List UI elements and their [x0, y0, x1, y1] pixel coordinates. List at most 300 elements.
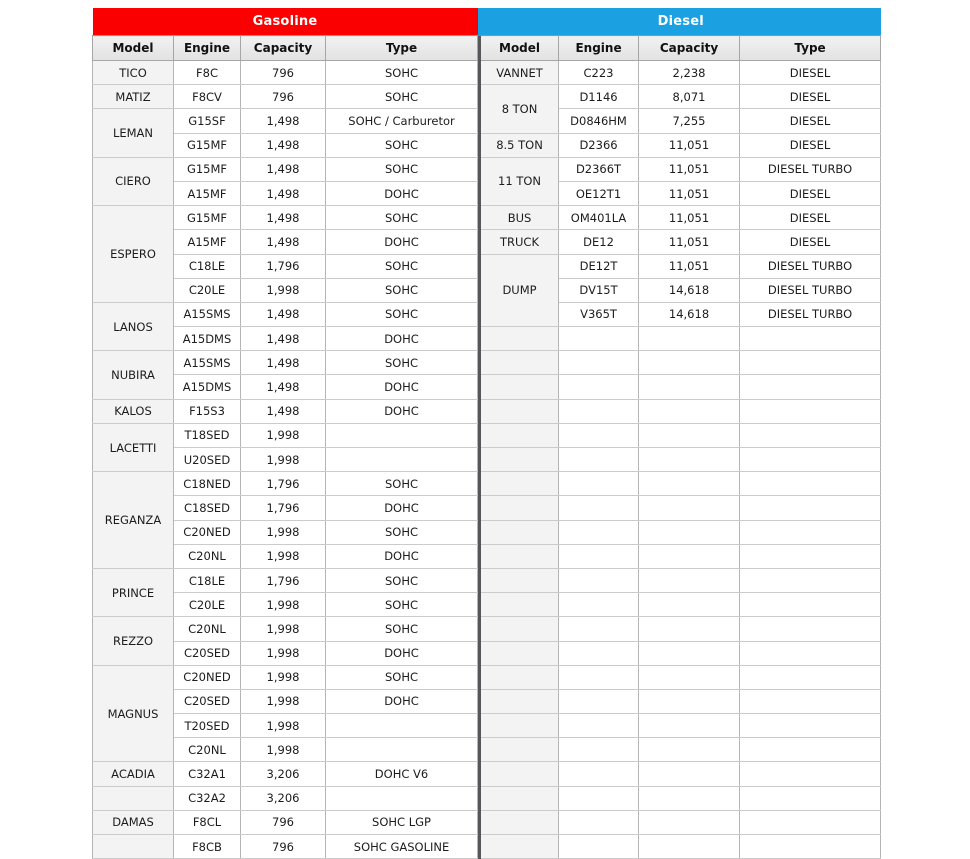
- engine-cell: C18LE: [174, 254, 241, 278]
- type-cell: SOHC: [326, 254, 478, 278]
- type-cell: SOHC: [326, 157, 478, 181]
- type-cell: [740, 520, 881, 544]
- type-cell: [740, 641, 881, 665]
- engine-cell: F8C: [174, 61, 241, 85]
- table-row: [480, 133, 881, 157]
- type-cell: [326, 423, 478, 447]
- engine-cell: [559, 544, 639, 568]
- type-cell: [740, 423, 881, 447]
- type-cell: DIESEL: [740, 206, 881, 230]
- type-cell: SOHC: [326, 302, 478, 326]
- capacity-cell: [639, 810, 740, 834]
- diesel-column-header-engine: Engine: [559, 36, 639, 61]
- model-cell: [480, 665, 559, 689]
- model-cell: [93, 835, 174, 859]
- gasoline-column-header-engine: Engine: [174, 36, 241, 61]
- model-cell: [480, 399, 559, 423]
- engine-cell: V365T: [559, 302, 639, 326]
- engine-cell: G15MF: [174, 157, 241, 181]
- gasoline-column-header-type: Type: [326, 36, 478, 61]
- engine-cell: [559, 835, 639, 859]
- engine-cell: C20NL: [174, 738, 241, 762]
- type-cell: DIESEL: [740, 109, 881, 133]
- capacity-cell: 1,998: [241, 593, 326, 617]
- model-cell: [480, 835, 559, 859]
- table-row: [93, 423, 478, 447]
- capacity-cell: 11,051: [639, 254, 740, 278]
- capacity-cell: 1,998: [241, 448, 326, 472]
- type-cell: SOHC: [326, 85, 478, 109]
- engine-cell: [559, 786, 639, 810]
- engine-cell: [559, 423, 639, 447]
- model-cell: BUS: [480, 206, 559, 230]
- engine-cell: T18SED: [174, 423, 241, 447]
- engine-cell: C20NL: [174, 617, 241, 641]
- capacity-cell: 1,498: [241, 109, 326, 133]
- type-cell: SOHC: [326, 61, 478, 85]
- type-cell: DOHC: [326, 544, 478, 568]
- engine-cell: D1146: [559, 85, 639, 109]
- type-cell: DOHC: [326, 181, 478, 205]
- engine-cell: [559, 689, 639, 713]
- capacity-cell: 1,498: [241, 133, 326, 157]
- table-row: [93, 85, 478, 109]
- capacity-cell: [639, 762, 740, 786]
- type-cell: [740, 714, 881, 738]
- type-cell: DOHC: [326, 230, 478, 254]
- engine-cell: [559, 399, 639, 423]
- empty-row: [480, 738, 881, 762]
- engine-cell: C20SED: [174, 689, 241, 713]
- type-cell: DOHC: [326, 399, 478, 423]
- type-cell: [740, 351, 881, 375]
- engine-cell: A15DMS: [174, 375, 241, 399]
- model-cell: TICO: [93, 61, 174, 85]
- capacity-cell: 1,498: [241, 302, 326, 326]
- engine-cell: [559, 520, 639, 544]
- engine-cell: A15DMS: [174, 327, 241, 351]
- capacity-cell: [639, 568, 740, 592]
- model-cell: [480, 617, 559, 641]
- model-cell: 8 TON: [480, 85, 559, 133]
- capacity-cell: 1,796: [241, 254, 326, 278]
- type-cell: [740, 544, 881, 568]
- model-cell: DAMAS: [93, 810, 174, 834]
- engine-cell: [559, 617, 639, 641]
- model-cell: [480, 714, 559, 738]
- engine-cell: [559, 375, 639, 399]
- empty-row: [480, 544, 881, 568]
- model-cell: [480, 544, 559, 568]
- diesel-header-row: [480, 36, 881, 61]
- type-cell: DOHC V6: [326, 762, 478, 786]
- capacity-cell: 1,998: [241, 423, 326, 447]
- engine-cell: [559, 810, 639, 834]
- capacity-cell: [639, 738, 740, 762]
- model-cell: [480, 762, 559, 786]
- model-cell: [480, 375, 559, 399]
- capacity-cell: 1,498: [241, 327, 326, 351]
- engine-cell: C20NL: [174, 544, 241, 568]
- capacity-cell: 1,796: [241, 472, 326, 496]
- engine-cell: DE12T: [559, 254, 639, 278]
- engine-cell: [559, 327, 639, 351]
- engine-cell: [559, 762, 639, 786]
- diesel-table-body: [480, 61, 881, 859]
- empty-row: [480, 448, 881, 472]
- type-cell: DOHC: [326, 375, 478, 399]
- model-cell: VANNET: [480, 61, 559, 85]
- capacity-cell: 1,498: [241, 157, 326, 181]
- capacity-cell: [639, 641, 740, 665]
- gasoline-table-title: Gasoline: [93, 8, 478, 36]
- table-row: [93, 206, 478, 230]
- diesel-column-header-type: Type: [740, 36, 881, 61]
- capacity-cell: [639, 520, 740, 544]
- type-cell: [740, 738, 881, 762]
- capacity-cell: 1,498: [241, 206, 326, 230]
- model-cell: LEMAN: [93, 109, 174, 157]
- capacity-cell: [639, 593, 740, 617]
- type-cell: DOHC: [326, 689, 478, 713]
- model-cell: [480, 810, 559, 834]
- diesel-table-title: Diesel: [480, 8, 881, 36]
- type-cell: [326, 786, 478, 810]
- engine-cell: D2366: [559, 133, 639, 157]
- capacity-cell: [639, 835, 740, 859]
- type-cell: DIESEL TURBO: [740, 302, 881, 326]
- engine-cell: OE12T1: [559, 181, 639, 205]
- empty-row: [480, 399, 881, 423]
- capacity-cell: 1,998: [241, 641, 326, 665]
- gasoline-table: [92, 8, 478, 859]
- model-cell: TRUCK: [480, 230, 559, 254]
- engine-cell: U20SED: [174, 448, 241, 472]
- engine-cell: F15S3: [174, 399, 241, 423]
- capacity-cell: 11,051: [639, 206, 740, 230]
- capacity-cell: 796: [241, 810, 326, 834]
- capacity-cell: 8,071: [639, 85, 740, 109]
- capacity-cell: 1,998: [241, 544, 326, 568]
- model-cell: 11 TON: [480, 157, 559, 205]
- model-cell: [480, 327, 559, 351]
- capacity-cell: 11,051: [639, 157, 740, 181]
- engine-cell: [559, 593, 639, 617]
- table-row: [93, 157, 478, 181]
- engine-cell: [559, 641, 639, 665]
- model-cell: LACETTI: [93, 423, 174, 471]
- empty-row: [480, 786, 881, 810]
- table-row: [93, 472, 478, 496]
- capacity-cell: [639, 375, 740, 399]
- engine-cell: C223: [559, 61, 639, 85]
- type-cell: [326, 714, 478, 738]
- engine-cell: C18NED: [174, 472, 241, 496]
- capacity-cell: 11,051: [639, 133, 740, 157]
- table-row: [93, 810, 478, 834]
- engine-cell: C20SED: [174, 641, 241, 665]
- engine-cell: [559, 448, 639, 472]
- type-cell: DIESEL: [740, 85, 881, 109]
- engine-cell: G15SF: [174, 109, 241, 133]
- capacity-cell: 1,498: [241, 375, 326, 399]
- empty-row: [480, 472, 881, 496]
- table-row: [93, 617, 478, 641]
- empty-row: [480, 496, 881, 520]
- capacity-cell: 2,238: [639, 61, 740, 85]
- model-cell: CIERO: [93, 157, 174, 205]
- type-cell: DOHC: [326, 327, 478, 351]
- table-row: [93, 399, 478, 423]
- type-cell: SOHC: [326, 351, 478, 375]
- type-cell: [740, 496, 881, 520]
- type-cell: SOHC: [326, 206, 478, 230]
- table-row: [480, 61, 881, 85]
- model-cell: [480, 520, 559, 544]
- type-cell: SOHC: [326, 617, 478, 641]
- model-cell: [480, 689, 559, 713]
- engine-cell: C20LE: [174, 278, 241, 302]
- engine-cell: G15MF: [174, 206, 241, 230]
- gasoline-table-body: [93, 61, 478, 859]
- capacity-cell: 3,206: [241, 762, 326, 786]
- table-row: [93, 61, 478, 85]
- capacity-cell: 11,051: [639, 230, 740, 254]
- engine-cell: C20NED: [174, 665, 241, 689]
- type-cell: DOHC: [326, 496, 478, 520]
- type-cell: [740, 810, 881, 834]
- model-cell: KALOS: [93, 399, 174, 423]
- table-row: [93, 568, 478, 592]
- engine-cell: [559, 496, 639, 520]
- model-cell: [480, 496, 559, 520]
- type-cell: DOHC: [326, 641, 478, 665]
- engine-cell: DE12: [559, 230, 639, 254]
- type-cell: SOHC LGP: [326, 810, 478, 834]
- gasoline-header-row: [93, 36, 478, 61]
- type-cell: [740, 665, 881, 689]
- type-cell: [740, 568, 881, 592]
- model-cell: REZZO: [93, 617, 174, 665]
- model-cell: LANOS: [93, 302, 174, 350]
- model-cell: REGANZA: [93, 472, 174, 569]
- model-cell: [480, 423, 559, 447]
- gasoline-column-header-capacity: Capacity: [241, 36, 326, 61]
- capacity-cell: [639, 472, 740, 496]
- engine-cell: [559, 665, 639, 689]
- type-cell: [326, 448, 478, 472]
- capacity-cell: 14,618: [639, 302, 740, 326]
- model-cell: [480, 472, 559, 496]
- engine-cell: [559, 351, 639, 375]
- model-cell: ACADIA: [93, 762, 174, 786]
- model-cell: [480, 738, 559, 762]
- model-cell: [480, 351, 559, 375]
- model-cell: 8.5 TON: [480, 133, 559, 157]
- table-row: [480, 230, 881, 254]
- table-row: [480, 254, 881, 278]
- engine-spec-tables: [92, 8, 970, 859]
- table-row: [93, 835, 478, 859]
- engine-cell: [559, 738, 639, 762]
- capacity-cell: 1,998: [241, 278, 326, 302]
- type-cell: [740, 835, 881, 859]
- engine-cell: F8CV: [174, 85, 241, 109]
- capacity-cell: [639, 544, 740, 568]
- capacity-cell: 1,998: [241, 738, 326, 762]
- empty-row: [480, 762, 881, 786]
- capacity-cell: 1,498: [241, 351, 326, 375]
- engine-cell: OM401LA: [559, 206, 639, 230]
- type-cell: SOHC: [326, 665, 478, 689]
- capacity-cell: [639, 714, 740, 738]
- engine-cell: [559, 568, 639, 592]
- type-cell: [740, 617, 881, 641]
- type-cell: DIESEL: [740, 133, 881, 157]
- capacity-cell: [639, 786, 740, 810]
- capacity-cell: [639, 665, 740, 689]
- capacity-cell: 14,618: [639, 278, 740, 302]
- engine-cell: [559, 472, 639, 496]
- type-cell: SOHC: [326, 520, 478, 544]
- engine-cell: T20SED: [174, 714, 241, 738]
- table-row: [480, 85, 881, 109]
- model-cell: MAGNUS: [93, 665, 174, 762]
- empty-row: [480, 714, 881, 738]
- model-cell: PRINCE: [93, 568, 174, 616]
- type-cell: [740, 399, 881, 423]
- capacity-cell: 796: [241, 835, 326, 859]
- engine-cell: DV15T: [559, 278, 639, 302]
- model-cell: MATIZ: [93, 85, 174, 109]
- engine-cell: C32A2: [174, 786, 241, 810]
- type-cell: DIESEL: [740, 181, 881, 205]
- model-cell: [480, 641, 559, 665]
- table-row: [93, 302, 478, 326]
- engine-cell: C18LE: [174, 568, 241, 592]
- capacity-cell: [639, 423, 740, 447]
- capacity-cell: 1,498: [241, 230, 326, 254]
- type-cell: SOHC: [326, 472, 478, 496]
- capacity-cell: 7,255: [639, 109, 740, 133]
- engine-cell: G15MF: [174, 133, 241, 157]
- type-cell: [326, 738, 478, 762]
- type-cell: DIESEL: [740, 61, 881, 85]
- table-row: [93, 762, 478, 786]
- engine-cell: D2366T: [559, 157, 639, 181]
- engine-cell: [559, 714, 639, 738]
- type-cell: DIESEL: [740, 230, 881, 254]
- engine-cell: C18SED: [174, 496, 241, 520]
- type-cell: SOHC: [326, 593, 478, 617]
- type-cell: [740, 448, 881, 472]
- empty-row: [480, 665, 881, 689]
- empty-row: [480, 520, 881, 544]
- type-cell: [740, 786, 881, 810]
- table-row: [93, 786, 478, 810]
- type-cell: SOHC: [326, 568, 478, 592]
- table-row: [93, 351, 478, 375]
- capacity-cell: 1,998: [241, 665, 326, 689]
- type-cell: SOHC GASOLINE: [326, 835, 478, 859]
- empty-row: [480, 423, 881, 447]
- diesel-table: [478, 8, 881, 859]
- type-cell: SOHC / Carburetor: [326, 109, 478, 133]
- engine-cell: D0846HM: [559, 109, 639, 133]
- model-cell: [480, 448, 559, 472]
- table-row: [480, 157, 881, 181]
- capacity-cell: 1,998: [241, 520, 326, 544]
- capacity-cell: 1,498: [241, 399, 326, 423]
- model-cell: [480, 568, 559, 592]
- diesel-title-row: [480, 8, 881, 36]
- capacity-cell: 1,998: [241, 689, 326, 713]
- capacity-cell: 796: [241, 61, 326, 85]
- gasoline-title-row: [93, 8, 478, 36]
- empty-row: [480, 568, 881, 592]
- engine-cell: A15MF: [174, 181, 241, 205]
- type-cell: DIESEL TURBO: [740, 157, 881, 181]
- capacity-cell: 1,796: [241, 496, 326, 520]
- capacity-cell: 11,051: [639, 181, 740, 205]
- type-cell: SOHC: [326, 133, 478, 157]
- empty-row: [480, 375, 881, 399]
- capacity-cell: [639, 689, 740, 713]
- type-cell: [740, 593, 881, 617]
- empty-row: [480, 689, 881, 713]
- engine-cell: C32A1: [174, 762, 241, 786]
- diesel-column-header-capacity: Capacity: [639, 36, 740, 61]
- empty-row: [480, 327, 881, 351]
- type-cell: DIESEL TURBO: [740, 278, 881, 302]
- engine-cell: C20NED: [174, 520, 241, 544]
- empty-row: [480, 351, 881, 375]
- type-cell: [740, 327, 881, 351]
- type-cell: [740, 689, 881, 713]
- empty-row: [480, 810, 881, 834]
- table-row: [480, 206, 881, 230]
- capacity-cell: [639, 617, 740, 641]
- table-row: [93, 109, 478, 133]
- engine-cell: F8CL: [174, 810, 241, 834]
- empty-row: [480, 617, 881, 641]
- gasoline-column-header-model: Model: [93, 36, 174, 61]
- model-cell: ESPERO: [93, 206, 174, 303]
- empty-row: [480, 593, 881, 617]
- engine-cell: A15SMS: [174, 302, 241, 326]
- capacity-cell: [639, 351, 740, 375]
- model-cell: [480, 593, 559, 617]
- capacity-cell: 1,998: [241, 714, 326, 738]
- model-cell: [93, 786, 174, 810]
- capacity-cell: [639, 496, 740, 520]
- type-cell: [740, 375, 881, 399]
- model-cell: DUMP: [480, 254, 559, 327]
- type-cell: SOHC: [326, 278, 478, 302]
- type-cell: DIESEL TURBO: [740, 254, 881, 278]
- table-row: [93, 665, 478, 689]
- engine-cell: C20LE: [174, 593, 241, 617]
- capacity-cell: 1,498: [241, 181, 326, 205]
- capacity-cell: 1,998: [241, 617, 326, 641]
- engine-cell: A15MF: [174, 230, 241, 254]
- model-cell: [480, 786, 559, 810]
- capacity-cell: 1,796: [241, 568, 326, 592]
- diesel-column-header-model: Model: [480, 36, 559, 61]
- capacity-cell: [639, 399, 740, 423]
- capacity-cell: 3,206: [241, 786, 326, 810]
- engine-cell: F8CB: [174, 835, 241, 859]
